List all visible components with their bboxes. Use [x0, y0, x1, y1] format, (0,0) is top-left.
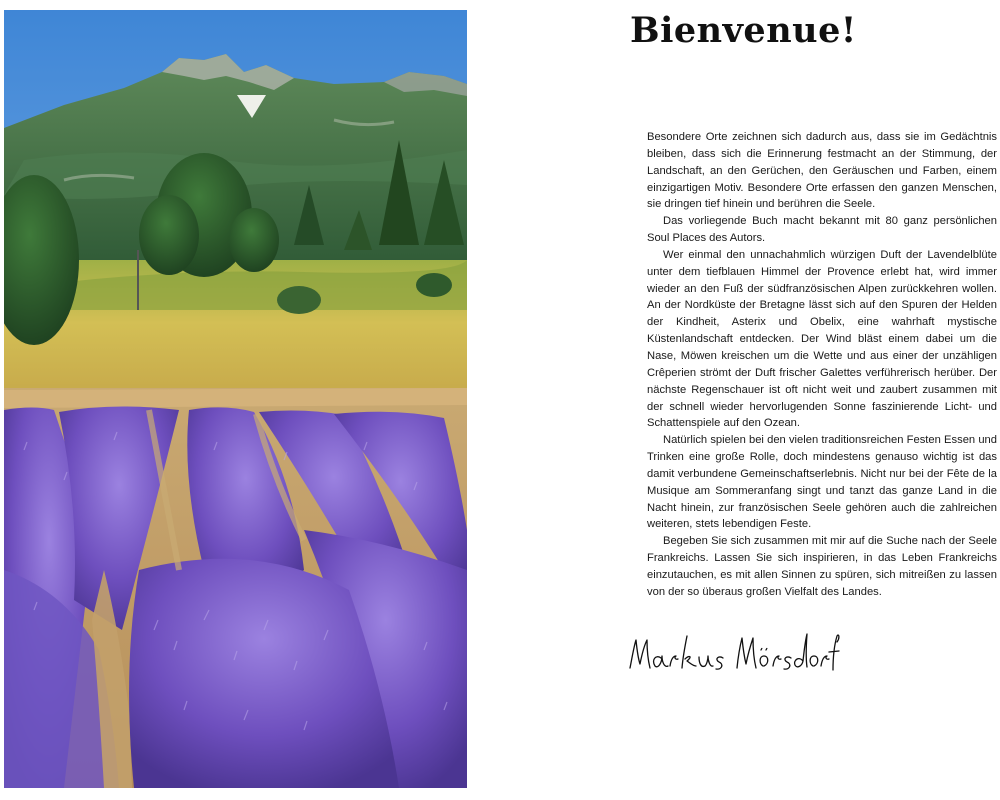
body-text: [647, 129, 997, 601]
lavender-field-photo: [4, 10, 467, 788]
paragraph: Wer einmal den unnachahmlich würzigen Duft der Lavendelblüte unter dem tiefblauen Himmel der Provence erlebt hat, wird immer wieder an den Fuß der südfranzösischen Alpen zurückkehren wollen. An der Nordküste der Bretagne lässt sich auf den Spuren der Helden der Kindheit, Asterix und Obelix, eine wahrhaft mystische Küstenlandschaft entdecken. Der Wind bläst einem dabei um die Nase, Möwen kreischen um die Wette und aus einer der unzähligen Crêperien strömt der Duft frischer Galettes verführerisch herüber. Der nächste Regenschauer ist oft nicht weit und zaubert zusammen mit der schnell wieder hervorlugenden Sonne faszinierende Licht- und Schattenspiele auf den Ozean.: [647, 248, 997, 430]
paragraph: Natürlich spielen bei den vielen traditionsreichen Festen Essen und Trinken eine große Rolle, doch mindestens genauso wichtig ist das damit verbundene Gemeinschaftserlebnis. Nicht nur bei der Fête de la Musique am Sommeranfang singt und tanzt das ganze Land in die Nacht hinein, zur französischen Seele gehören auch die zahlreichen weiteren, stets lebendigen Feste.: [647, 434, 997, 531]
paragraph: Begeben Sie sich zusammen mit mir auf die Suche nach der Seele Frankreichs. Lassen Sie sich inspirieren, in das Leben Frankreichs einzutauchen, es mit allen Sinnen zu spüren, sich mitreißen zu lassen von der so überaus großen Vielfalt des Landes.: [647, 535, 997, 598]
paragraph: Das vorliegende Buch macht bekannt mit 80 ganz persönlichen Soul Places des Autors.: [647, 215, 997, 245]
author-signature: [625, 628, 840, 680]
paragraph: Besondere Orte zeichnen sich dadurch aus, dass sie im Gedächtnis bleiben, dass sich die Erinnerung festmacht an der Stimmung, der Landschaft, an den Gerüchen, den Geräuschen und Farben, einem einzigartigen Motiv. Besondere Orte erfassen den ganzen Menschen, sie dringen tief hinein und berühren die Seele.: [647, 131, 997, 211]
page-title: Bienvenue!: [630, 10, 857, 51]
